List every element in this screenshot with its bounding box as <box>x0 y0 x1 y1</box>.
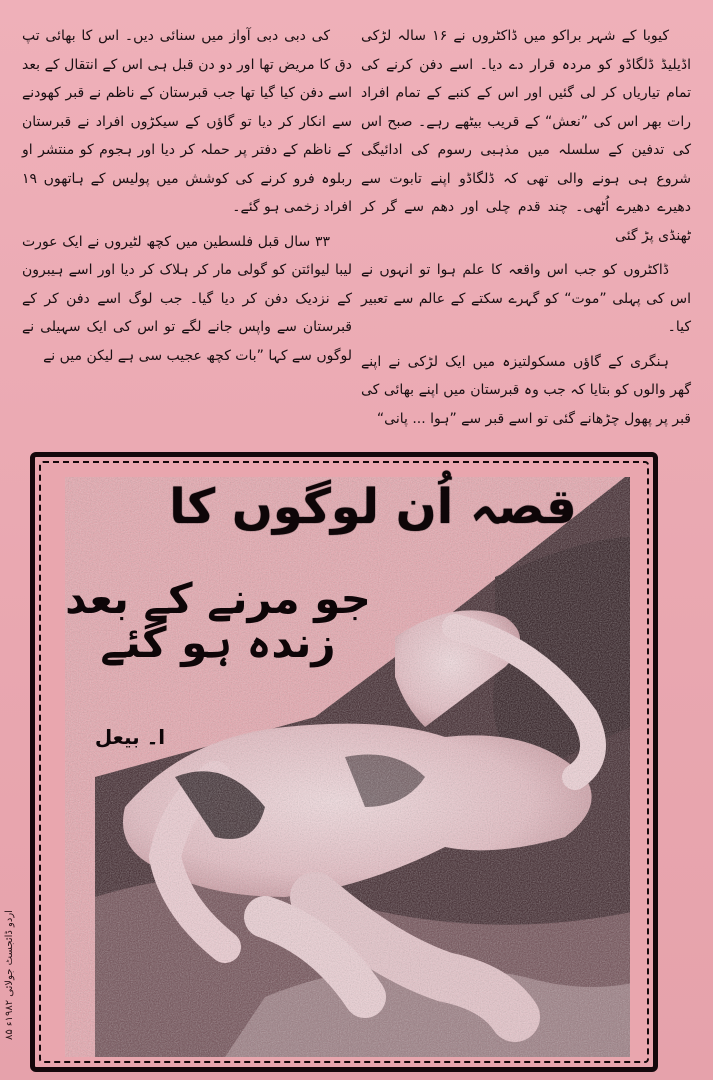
article-column-left <box>22 22 352 376</box>
page-folio: اردو ڈائجسٹ جولائی ۱۹۸۲ء ۸۵ <box>4 910 15 1040</box>
paragraph: کیوبا کے شہر براکو میں ڈاکٹروں نے ۱۶ سالہ لڑکی اڈیلیڈ ڈلگاڈو کو مردہ قرار دے دیا۔ اسے دفن کرنے کی تمام تیاریاں کر لی گئیں اور اس کے کنبے کے تمام افراد رات بھر اس کی ”نعش“ کے قریب بیٹھے رہے۔ صبح اس کی تدفین کے سلسلہ میں مذہبی رسوم کی ادائیگی شروع ہی ہونے والی تھی کہ ڈلگاڈو اپنے تابوت سے دھیرے دھیرے اُٹھی۔ چند قدم چلی اور دھم سے گر کر ٹھنڈی پڑ گئی <box>361 28 691 244</box>
paragraph: ۳۳ سال قبل فلسطین میں کچھ لٹیروں نے ایک عورت لیبا لیوائتن کو گولی مار کر ہلاک کر دیا اور اسے ہیبرون کے نزدیک دفن کر دیا گیا۔ جب لوگ اسے دفن کر کے قبرستان سے واپس جانے لگے تو اس کی ایک سہیلی نے لوگوں سے کہا ”بات کچھ عجیب سی ہے لیکن میں نے <box>22 233 352 364</box>
paragraph: ہنگری کے گاؤں مسکولتیزہ میں ایک لڑکی نے اپنے گھر والوں کو بتایا کہ جب وہ قبرستان میں اپنے بھائی کی قبر پر پھول چڑھانے گئی تو اسے قبر سے ”ہوا ... پانی“ <box>361 353 691 427</box>
paragraph: ڈاکٹروں کو جب اس واقعہ کا علم ہوا تو انہوں نے اس کی پہلی ”موت“ کو گہرے سکتے کے عالم سے تعبیر کیا۔ <box>361 262 691 335</box>
feature-subtitle: جو مرنے کے بعد زندہ ہو گئے <box>65 574 371 667</box>
paragraph: کی دبی دبی آواز میں سنائی دیں۔ اس کا بھائی تپ دق کا مریض تھا اور دو دن قبل ہی اس کے انتقال کے بعد اسے دفن کیا گیا تھا جب قبرستان کے ناظم نے قبر کھودنے سے انکار کر دیا تو گاؤں کے سیکڑوں افراد نے قبرستان کے ناظم کے دفتر پر حملہ کر دیا اور ہجوم کو منتشر او ربلوہ فرو کرنے کی کوشش میں پولیس کے ہاتھوں ۱۹ افراد زخمی ہو گئے۔ <box>22 28 352 215</box>
reclining-figure-photo <box>65 477 630 1057</box>
feature-box <box>30 452 658 1072</box>
article-column-right <box>361 22 691 439</box>
photo <box>65 477 630 1057</box>
feature-title: قصہ اُن لوگوں کا <box>169 479 577 535</box>
feature-byline: ا۔ بیعل <box>94 725 166 749</box>
